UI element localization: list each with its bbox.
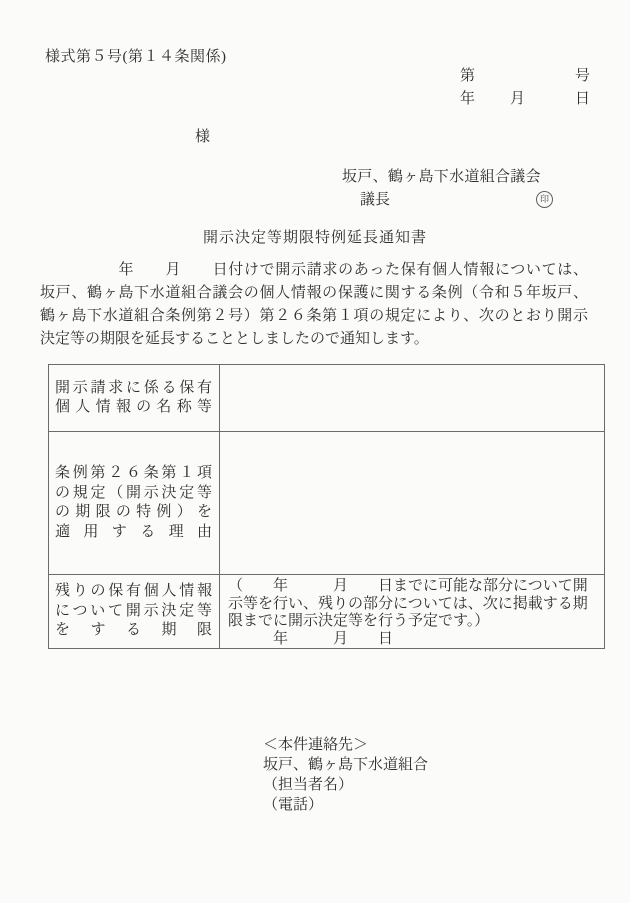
document-title: 開示決定等期限特例延長通知書	[202, 230, 427, 246]
value-line: 限までに開示決定等を行う予定です。）	[228, 613, 490, 629]
form-number: 様式第５号(第１４条関係)	[45, 49, 227, 65]
header-line: について開示決定等	[55, 602, 212, 619]
contact-phone: （電話）	[263, 797, 324, 813]
header-line: 個人情報の名称等	[55, 399, 212, 415]
header-line: 開示請求に係る保有	[55, 379, 212, 396]
contact-organization: 坂戸、鶴ヶ島下水道組合	[263, 757, 429, 773]
header-line: をする期限	[55, 622, 212, 639]
body-line: 年 月 日付けで開示請求のあった保有個人情報については、	[40, 262, 588, 278]
header-line: の規定（開示決定等	[55, 484, 212, 501]
header-line: の期限の特例）を	[55, 504, 212, 520]
table-row-information-name	[49, 365, 605, 432]
sender-organization: 坂戸、鶴ヶ島下水道組合議会	[342, 169, 541, 185]
date-day-label: 日	[575, 91, 591, 107]
value-cell-deadline	[220, 575, 605, 649]
seal-stamp-icon: 印	[536, 191, 553, 208]
header-line: 残りの保有個人情報	[55, 583, 212, 600]
table-row-deadline	[49, 575, 605, 649]
value-line: （ 年 月 日までに可能な部分について開	[228, 578, 588, 594]
body-line: 決定等の期限を延長することとしましたので通知します。	[40, 331, 429, 347]
doc-number-suffix-label: 号	[575, 68, 591, 84]
contact-person: （担当者名）	[263, 777, 354, 793]
header-cell-reason	[49, 432, 220, 575]
date-month-label: 月	[510, 91, 526, 107]
header-line: 適用する理由	[55, 523, 212, 540]
date-year-label: 年	[460, 91, 476, 107]
value-line: 示等を行い、残りの部分については、次に掲載する期	[228, 595, 588, 612]
contact-block	[263, 735, 428, 815]
sender-role: 議長	[360, 192, 391, 208]
body-line: 坂戸、鶴ヶ島下水道組合議会の個人情報の保護に関する条例（令和５年坂戸、	[40, 285, 588, 301]
header-cell-deadline	[49, 575, 220, 649]
header-line: 条例第２６条第１項	[55, 465, 212, 481]
table-row-reason	[49, 432, 605, 575]
value-line: 年 月 日	[228, 630, 394, 647]
addressee-honorific: 様	[195, 129, 211, 145]
value-cell-reason	[220, 432, 605, 575]
doc-number-prefix-label: 第	[460, 68, 476, 84]
contact-header: ＜本件連絡先＞	[263, 737, 369, 753]
value-cell-information-name	[220, 365, 605, 432]
disclosure-extension-table	[48, 364, 605, 649]
body-paragraph	[40, 259, 588, 351]
body-line: 鶴ヶ島下水道組合条例第２号）第２６条第１項の規定により、次のとおり開示	[40, 308, 588, 324]
header-cell-information-name	[49, 365, 220, 432]
